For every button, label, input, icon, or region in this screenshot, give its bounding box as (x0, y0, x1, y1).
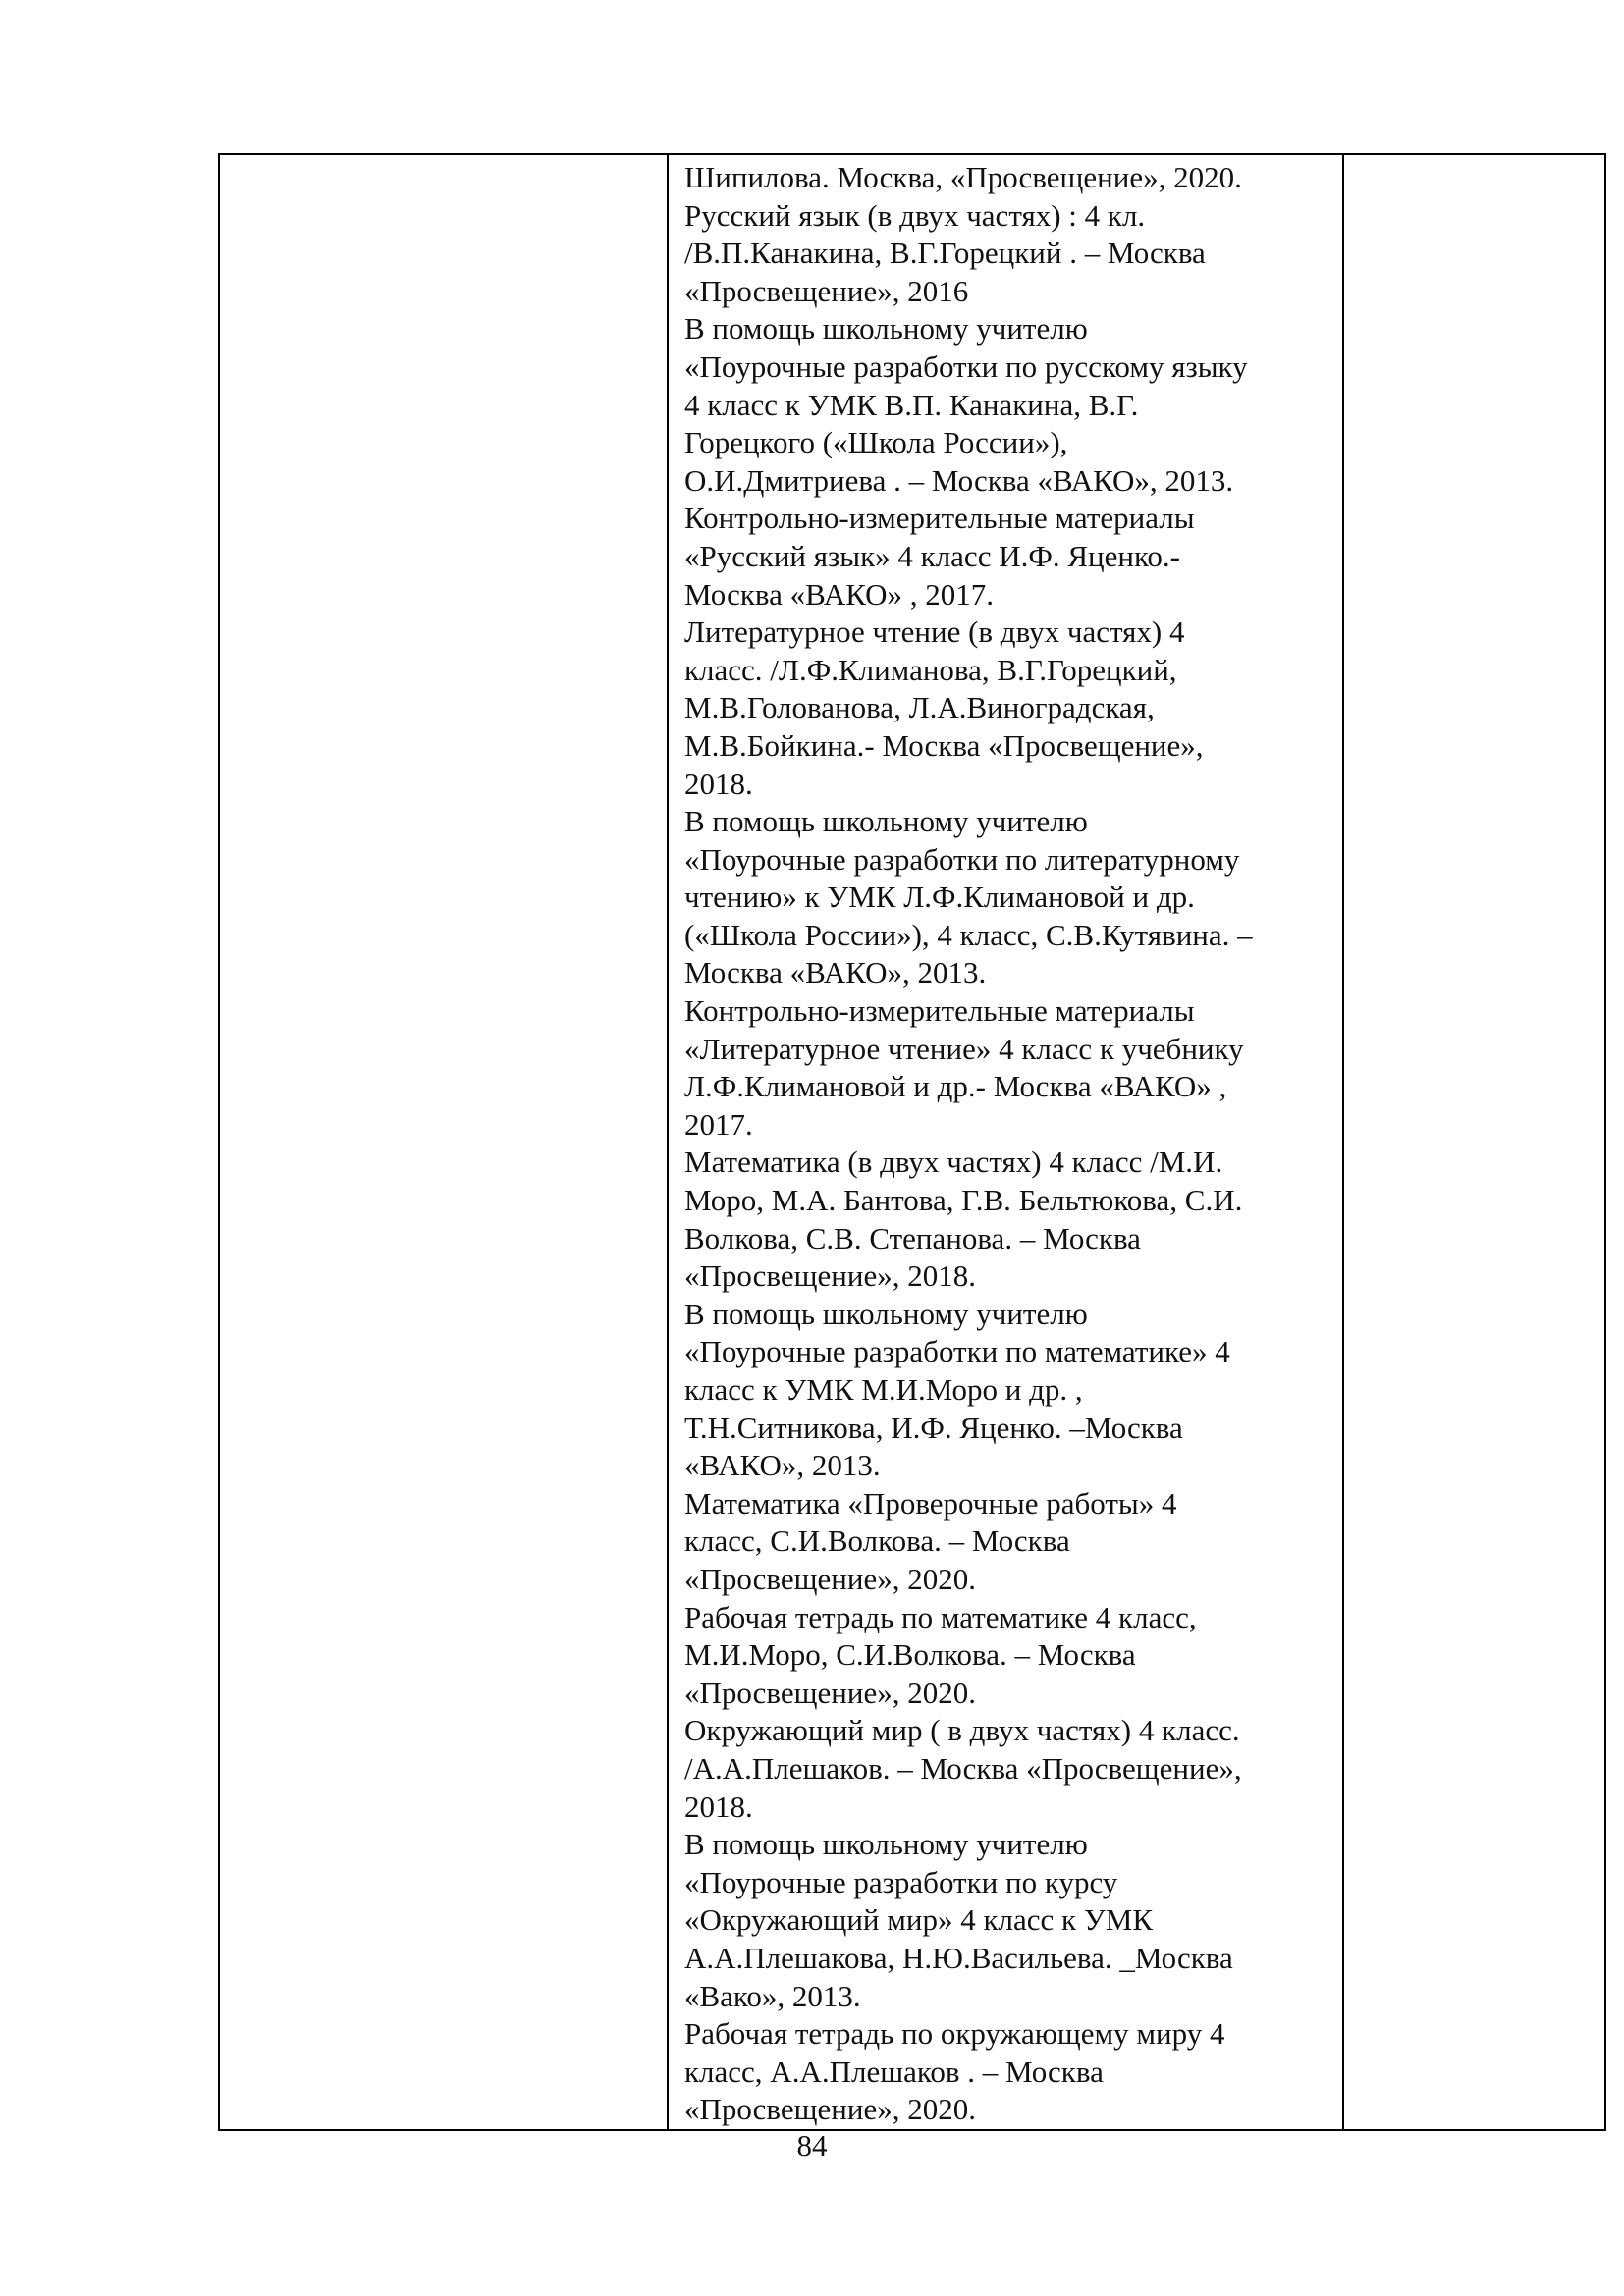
text-line: Рабочая тетрадь по окружающему миру 4 (684, 2016, 1225, 2052)
text-line: «Просвещение», 2018. (684, 1258, 976, 1294)
text-line: Окружающий мир ( в двух частях) 4 класс. (684, 1713, 1240, 1748)
text-line: «Поурочные разработки по курсу (684, 1864, 1118, 1899)
text-line: «Просвещение», 2016 (684, 273, 969, 308)
text-line: О.И.Дмитриева . – Москва «ВАКО», 2013. (684, 462, 1234, 498)
text-line: 4 класс к УМК В.П. Канакина, В.Г. (684, 387, 1139, 422)
text-line: Литературное чтение (в двух частях) 4 (684, 614, 1185, 650)
text-line: «Вако», 2013. (684, 1978, 861, 2013)
text-line: В помощь школьному учителю (684, 311, 1088, 347)
text-line: 2017. (684, 1106, 753, 1142)
text-line: «Литературное чтение» 4 класс к учебнику (684, 1031, 1244, 1066)
text-line: Математика (в двух частях) 4 класс /М.И. (684, 1145, 1223, 1180)
page-number: 84 (796, 2128, 828, 2163)
text-line: класс, С.И.Волкова. – Москва (684, 1523, 1070, 1559)
text-line: класс, А.А.Плешаков . – Москва (684, 2054, 1104, 2089)
literature-list (684, 159, 1332, 2129)
text-line: А.А.Плешакова, Н.Ю.Васильева. _Москва (684, 1940, 1233, 1975)
text-line: Горецкого («Школа России»), (684, 425, 1068, 460)
text-line: Русский язык (в двух частях) : 4 кл. (684, 197, 1146, 233)
text-line: чтению» к УМК Л.Ф.Климановой и др. (684, 880, 1195, 915)
text-line: М.В.Голованова, Л.А.Виноградская, (684, 690, 1155, 725)
text-line: «Просвещение», 2020. (684, 1561, 976, 1596)
text-line: М.В.Бойкина.- Москва «Просвещение», (684, 727, 1204, 763)
text-line: 2018. (684, 766, 753, 801)
middle-cell (668, 154, 1343, 2130)
text-line: М.И.Моро, С.И.Волкова. – Москва (684, 1637, 1136, 1673)
text-line: Волкова, С.В. Степанова. – Москва (684, 1220, 1141, 1255)
text-line: «Поурочные разработки по литературному (684, 841, 1240, 877)
text-line: Контрольно-измерительные материалы (684, 993, 1195, 1029)
text-line: Москва «ВАКО», 2013. (684, 955, 987, 990)
text-line: «Окружающий мир» 4 класс к УМК (684, 1902, 1154, 1938)
text-line: Математика «Проверочные работы» 4 (684, 1485, 1177, 1521)
text-line: «Поурочные разработки по математике» 4 (684, 1334, 1230, 1369)
text-line: В помощь школьному учителю (684, 1296, 1088, 1331)
text-line: Моро, М.А. Бантова, Г.В. Бельтюкова, С.И. (684, 1183, 1243, 1218)
text-line: класс. /Л.Ф.Климанова, В.Г.Горецкий, (684, 652, 1177, 687)
left-cell (219, 154, 668, 2130)
text-line: «Поурочные разработки по русскому языку (684, 348, 1248, 384)
text-line: Рабочая тетрадь по математике 4 класс, (684, 1599, 1197, 1634)
text-line: Т.Н.Ситникова, И.Ф. Яценко. –Москва (684, 1410, 1183, 1445)
table-row (219, 154, 1605, 2130)
right-cell (1343, 154, 1605, 2130)
text-line: Москва «ВАКО» , 2017. (684, 576, 995, 612)
text-line: Контрольно-измерительные материалы (684, 501, 1195, 536)
text-line: «Просвещение», 2020. (684, 1675, 976, 1710)
text-line: В помощь школьному учителю (684, 1827, 1088, 1862)
text-line: 2018. (684, 1789, 753, 1824)
text-line: «Русский язык» 4 класс И.Ф. Яценко.- (684, 538, 1181, 573)
text-line: Л.Ф.Климановой и др.- Москва «ВАКО» , (684, 1069, 1227, 1104)
text-line: /А.А.Плешаков. – Москва «Просвещение», (684, 1750, 1242, 1786)
text-line: Шипилова. Москва, «Просвещение», 2020. (684, 160, 1242, 194)
text-line: «Просвещение», 2020. (684, 2092, 976, 2127)
text-line: В помощь школьному учителю (684, 804, 1088, 839)
text-line: /В.П.Канакина, В.Г.Горецкий . – Москва (684, 236, 1206, 271)
text-line: («Школа России»), 4 класс, С.В.Кутявина. – (684, 917, 1253, 952)
text-line: «ВАКО», 2013. (684, 1448, 881, 1483)
document-table (218, 153, 1606, 2131)
text-line: класс к УМК М.И.Моро и др. , (684, 1372, 1083, 1407)
